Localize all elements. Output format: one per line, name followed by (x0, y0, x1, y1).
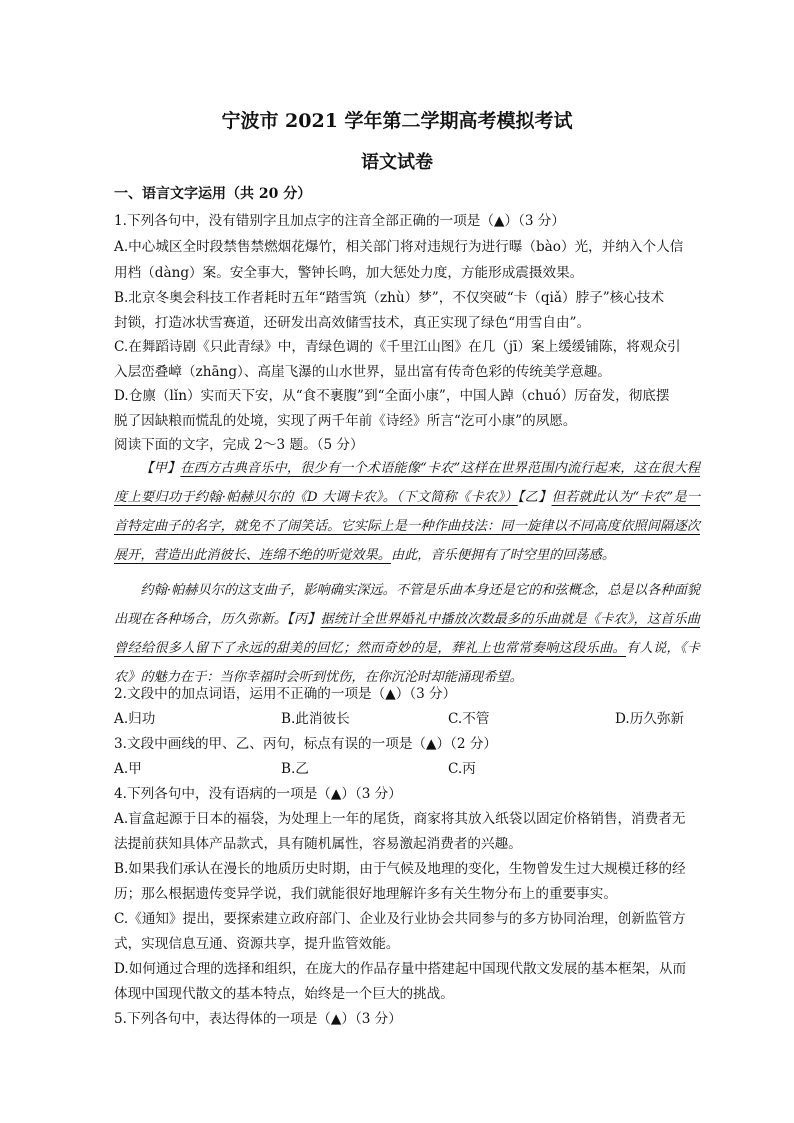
q1-option-a-cont: 用档（dàng）案。安全事大，警钟长鸣，加大惩处力度，方能形成震摄效果。 (114, 265, 584, 281)
q2-option-b: B.此消彼长 (281, 711, 350, 727)
marker-jia: 【甲】 (140, 461, 181, 476)
q4-option-a-cont: 法提前获知具体产品款式，具有随机属性，容易激起消费者的兴趣。 (114, 836, 522, 852)
q4-option-c: C.《通知》提出，要探索建立政府部门、企业及行业协会共同参与的多方协同治理，创新监管方 (114, 911, 686, 927)
q1-option-d-cont: 脱了因缺粮而慌乱的处境，实现了两千年前《诗经》所言“汔可小康”的夙愿。 (114, 413, 577, 429)
q3-option-a: A.甲 (114, 761, 142, 777)
q3-option-c: C.丙 (448, 761, 476, 777)
q4-option-b-cont: 历；那么根据遗传变异学说，我们就能很好地理解许多有关生物分布上的重要事实。 (114, 886, 617, 902)
passage-paragraph-2 (114, 576, 700, 692)
q4-option-d: D.如何通过合理的选择和组织，在庞大的作品存量中搭建起中国现代散文发展的基本框架，从而 (114, 961, 687, 977)
q4-option-d-cont: 体现中国现代散文的基本特点，始终是一个巨大的挑战。 (114, 986, 454, 1002)
reading-instructions: 阅读下面的文字，完成 2～3 题。（5 分） (114, 437, 364, 453)
q4-option-a: A.盲盒起源于日本的福袋，为处理上一年的尾货，商家将其放入纸袋以固定价格销售，消费者无 (114, 811, 686, 827)
passage-p2-head: 约翰·帕赫贝尔的这支曲子，影响确实深远。不管是乐曲本身还是它的和弦概念，总是以各种面貌出现在各种场合，历久弥新。 (114, 583, 700, 627)
q1-option-b-cont: 封锁，打造冰状雪赛道，还研发出高效储雪技术，真正实现了绿色“用雪自由”。 (114, 315, 591, 331)
q5-stem: 5.下列各句中，表达得体的一项是（▲）（3 分） (114, 1011, 402, 1027)
q1-option-b: B.北京冬奥会科技工作者耗时五年“踏雪筑（zhù）梦”，不仅突破“卡（qiǎ）脖子”核心技术 (114, 290, 665, 306)
q2-option-d: D.历久弥新 (615, 711, 685, 727)
passage-p1-tail: 由此，音乐便拥有了时空里的回荡感。 (390, 548, 616, 563)
sentence-jia: 在西方古典音乐中，很少有一个术语能像“卡农”这样在世界范围内流行起来，这在很大程度上要归功于约翰·帕赫贝尔的《D 大调卡农》。（下文简称《卡农》） (114, 461, 700, 505)
section-heading: 一、语言文字运用（共 20 分） (114, 186, 312, 202)
q4-stem: 4.下列各句中，没有语病的一项是（▲）（3 分） (114, 786, 402, 802)
q1-option-a: A.中心城区全时段禁售禁燃烟花爆竹，相关部门将对违规行为进行曝（bào）光，并纳入个人信 (114, 239, 684, 255)
passage-paragraph-1 (114, 454, 700, 570)
q1-option-d: D.仓廪（lǐn）实而天下安，从“食不裹腹”到“全面小康”，中国人踔（chuó）厉奋发，彻底摆 (114, 388, 670, 404)
q3-option-b: B.乙 (281, 761, 309, 777)
q1-option-c: C.在舞蹈诗剧《只此青绿》中，青绿色调的《千里江山图》在几（jī）案上缓缓铺陈，将观众引 (114, 339, 681, 355)
q2-option-c: C.不管 (448, 711, 490, 727)
marker-yi: 【乙】 (517, 490, 552, 505)
marker-bing: 【丙】 (287, 612, 321, 627)
passage-p2-tail: 有人说，《卡农》的魅力在于：当你幸福时会听到忧伤，在你沉沦时却能涌现希望。 (114, 641, 700, 685)
sentence-bing: 据统计全世界婚礼中播放次数最多的乐曲就是《卡农》，这首乐曲曾经给很多人留下了永远的甜美的回忆；然而奇妙的是，葬礼上也常常奏响这段乐曲。 (114, 612, 700, 656)
q2-option-a: A.归功 (114, 711, 156, 727)
q3-stem: 3.文段中画线的甲、乙、丙句，标点有误的一项是（▲）（2 分） (114, 736, 498, 752)
paper-subtitle: 语文试卷 (361, 152, 433, 173)
q2-stem: 2.文段中的加点词语，运用不正确的一项是（▲）（3 分） (114, 686, 457, 702)
q4-option-b: B.如果我们承认在漫长的地质历史时期，由于气候及地理的变化，生物曾发生过大规模迁移的经 (114, 861, 686, 877)
q1-option-c-cont: 入层峦叠嶂（zhāng）、高崖飞瀑的山水世界，显出富有传奇色彩的传统美学意趣。 (114, 364, 611, 380)
exam-title: 宁波市 2021 学年第二学期高考模拟考试 (221, 110, 573, 132)
q4-option-c-cont: 式，实现信息互通、资源共享，提升监管效能。 (114, 936, 400, 952)
sentence-yi: 但若就此认为“卡农”是一首特定曲子的名字，就免不了闹笑话。它实际上是一种作曲技法：同一旋律以不同高度依照间隔逐次展开，营造出此消彼长、连绵不绝的听觉效果。 (114, 490, 701, 563)
q1-stem: 1.下列各句中，没有错别字且加点字的注音全部正确的一项是（▲）（3 分） (114, 213, 565, 229)
